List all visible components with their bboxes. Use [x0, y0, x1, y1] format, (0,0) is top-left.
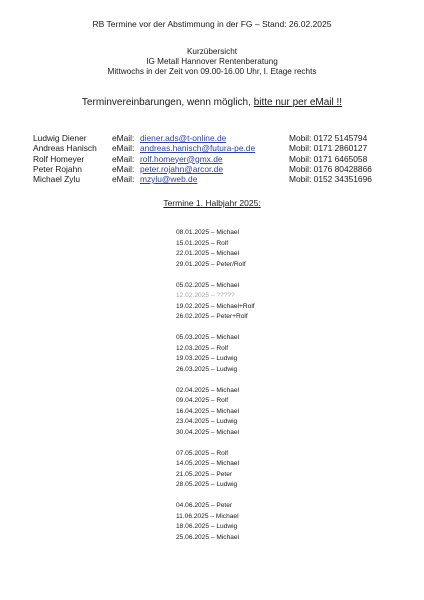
- schedule-heading: Termine 1. Halbjahr 2025:: [163, 198, 261, 208]
- contact-list: [33, 133, 413, 184]
- appointment-item: 29.01.2025 – Peter/Rolf: [176, 260, 246, 268]
- mobile-number: Mobil: 0172 5145794: [289, 133, 368, 143]
- email-link[interactable]: andreas.hanisch@futura-pe.de: [140, 143, 256, 154]
- appointment-item: 21.05.2025 – Peter: [176, 470, 233, 478]
- appointment-item: 19.02.2025 – Michael+Rolf: [176, 302, 255, 310]
- month-spacer: [176, 375, 255, 386]
- appointment-item: 11.06.2025 – Michael: [176, 512, 239, 520]
- document-title: RB Termine vor der Abstimmung in der FG – Stand: 26.02.2025: [92, 19, 332, 29]
- email-label: eMail:: [112, 143, 135, 154]
- mobile-number: Mobil: 0176 80428866: [289, 163, 372, 174]
- email-label: eMail:: [112, 163, 135, 174]
- notice-email-only: bitte nur per eMail !!: [253, 97, 343, 108]
- appointment-item: 12.02.2025 – ?????: [176, 292, 235, 299]
- contact-row: [33, 143, 413, 153]
- appointment-item: 26.03.2025 – Ludwig: [176, 365, 238, 373]
- email-link[interactable]: mzylu@web.de: [140, 174, 198, 185]
- email-link[interactable]: diener.ads@t-online.de: [140, 133, 227, 143]
- appointment-item: 18.06.2025 – Ludwig: [176, 523, 238, 530]
- email-link[interactable]: peter.rojahn@arcor.de: [140, 163, 223, 174]
- email-label: eMail:: [112, 153, 135, 164]
- notice-text: Terminvereinbarungen, wenn möglich,: [81, 97, 254, 108]
- appointment-item: 16.04.2025 – Michael: [176, 407, 240, 415]
- mobile-number: Mobil: 0171 2860127: [289, 143, 368, 154]
- contact-name: Andreas Hanisch: [33, 143, 97, 154]
- appointment-item: 25.06.2025 – Michael: [176, 533, 240, 541]
- appointment-item: 08.01.2025 – Michael: [176, 229, 240, 236]
- appointment-item: 07.05.2025 – Rolf: [176, 449, 229, 457]
- office-hours: Mittwochs in der Zeit von 09.00-16.00 Uhr, I. Etage rechts: [107, 67, 317, 76]
- appointment-list: [176, 228, 255, 543]
- appointment-item: 19.03.2025 – Ludwig: [176, 355, 238, 362]
- contact-name: Rolf Homeyer: [33, 153, 85, 164]
- mobile-number: Mobil: 0171 6465058: [289, 153, 368, 164]
- appointment-item: 09.04.2025 – Rolf: [176, 397, 229, 404]
- email-label: eMail:: [112, 133, 135, 143]
- mobile-number: Mobil: 0152 34351696: [289, 174, 372, 185]
- contact-name: Michael Zylu: [33, 174, 81, 185]
- appointment-notice: [0, 97, 424, 108]
- contact-row: [33, 164, 413, 174]
- overview-heading: Kurzübersicht: [186, 47, 238, 56]
- appointment-item: 26.02.2025 – Peter+Rolf: [176, 313, 248, 320]
- appointment-item: 15.01.2025 – Rolf: [176, 239, 229, 247]
- appointment-item: 14.05.2025 – Michael: [176, 460, 240, 467]
- contact-row: [33, 133, 413, 143]
- contact-row: [33, 174, 413, 184]
- appointment-item: 30.04.2025 – Michael: [176, 428, 240, 436]
- month-spacer: [176, 270, 255, 281]
- contact-name: Peter Rojahn: [33, 163, 82, 174]
- appointment-item: 12.03.2025 – Rolf: [176, 344, 229, 352]
- email-label: eMail:: [112, 174, 135, 185]
- month-spacer: [176, 491, 255, 502]
- contact-name: Ludwig Diener: [33, 133, 87, 143]
- appointment-item: 23.04.2025 – Ludwig: [176, 418, 238, 425]
- appointment-item: 04.06.2025 – Peter: [176, 502, 233, 509]
- organization-name: IG Metall Hannover Rentenberatung: [146, 57, 278, 66]
- appointment-item: 05.02.2025 – Michael: [176, 281, 240, 289]
- appointment-item: 28.05.2025 – Ludwig: [176, 481, 238, 488]
- appointment-item: 05.03.2025 – Michael: [176, 334, 240, 341]
- appointment-item: 22.01.2025 – Michael: [176, 250, 240, 257]
- month-spacer: [176, 323, 255, 334]
- month-spacer: [176, 438, 255, 449]
- contact-row: [33, 154, 413, 164]
- appointment-item: 02.04.2025 – Michael: [176, 386, 240, 394]
- email-link[interactable]: rolf.homeyer@gmx.de: [140, 153, 223, 164]
